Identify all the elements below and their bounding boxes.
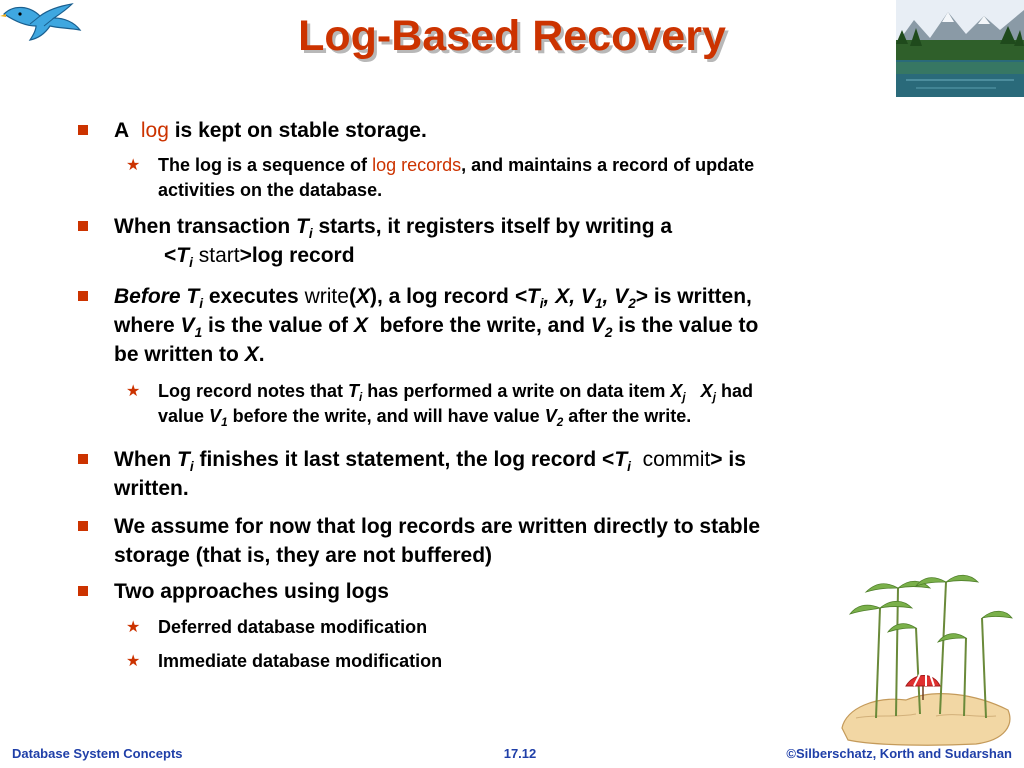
square-bullet-icon bbox=[78, 454, 88, 464]
bullet-before-write: Before $T_i$ executes write(X), a log record $<T_i$, X, $V_1$, $V_2>$ is written, where $V_1$ is the value of X before the write, and $V_2$ is the value to be written to X. bbox=[114, 282, 914, 369]
footer-book-title: Database System Concepts bbox=[12, 746, 183, 761]
star-bullet-icon: ★ bbox=[126, 383, 141, 400]
star-bullet-icon: ★ bbox=[126, 157, 141, 174]
bullet-transaction-commit: When $T_i$ finishes it last statement, the log record $<T_i$ commit> is written. bbox=[114, 445, 914, 503]
term-log-records: log records bbox=[372, 155, 462, 175]
footer-copyright: ©Silberschatz, Korth and Sudarshan bbox=[786, 746, 1012, 761]
footer-slide-number: 17.12 bbox=[503, 746, 537, 761]
sub-bullet-immediate: ★ Immediate database modification bbox=[158, 649, 928, 674]
slide-title: Log-Based Recovery bbox=[298, 12, 726, 60]
square-bullet-icon bbox=[78, 586, 88, 596]
bullet-assumption: We assume for now that log records are written directly to stable storage (that is, they are not buffered) bbox=[114, 512, 914, 570]
bullet-two-approaches: Two approaches using logs bbox=[114, 577, 914, 606]
sub-bullet-deferred: ★ Deferred database modification bbox=[158, 615, 928, 640]
square-bullet-icon bbox=[78, 291, 88, 301]
square-bullet-icon bbox=[78, 125, 88, 135]
sub-bullet-log-sequence: ★ The log is a sequence of log records, and maintains a record of update activities on the database. bbox=[126, 155, 755, 200]
term-log: log bbox=[140, 119, 169, 142]
bullet-transaction-start: When transaction $T_i$ starts, it registers itself by writing a $<T_i$ start>log record bbox=[114, 212, 914, 270]
star-bullet-icon: ★ bbox=[126, 619, 141, 636]
star-bullet-icon: ★ bbox=[126, 653, 141, 670]
sub-bullet-log-record-notes: ★ Log record notes that $T_i$ has performed a write on data item $X_j$ $X_j$ had value $V_1$ before the write, and will have value $V_2$ after the write. bbox=[126, 381, 753, 430]
square-bullet-icon bbox=[78, 521, 88, 531]
bullet-log-storage: A log is kept on stable storage. bbox=[114, 116, 914, 145]
square-bullet-icon bbox=[78, 221, 88, 231]
